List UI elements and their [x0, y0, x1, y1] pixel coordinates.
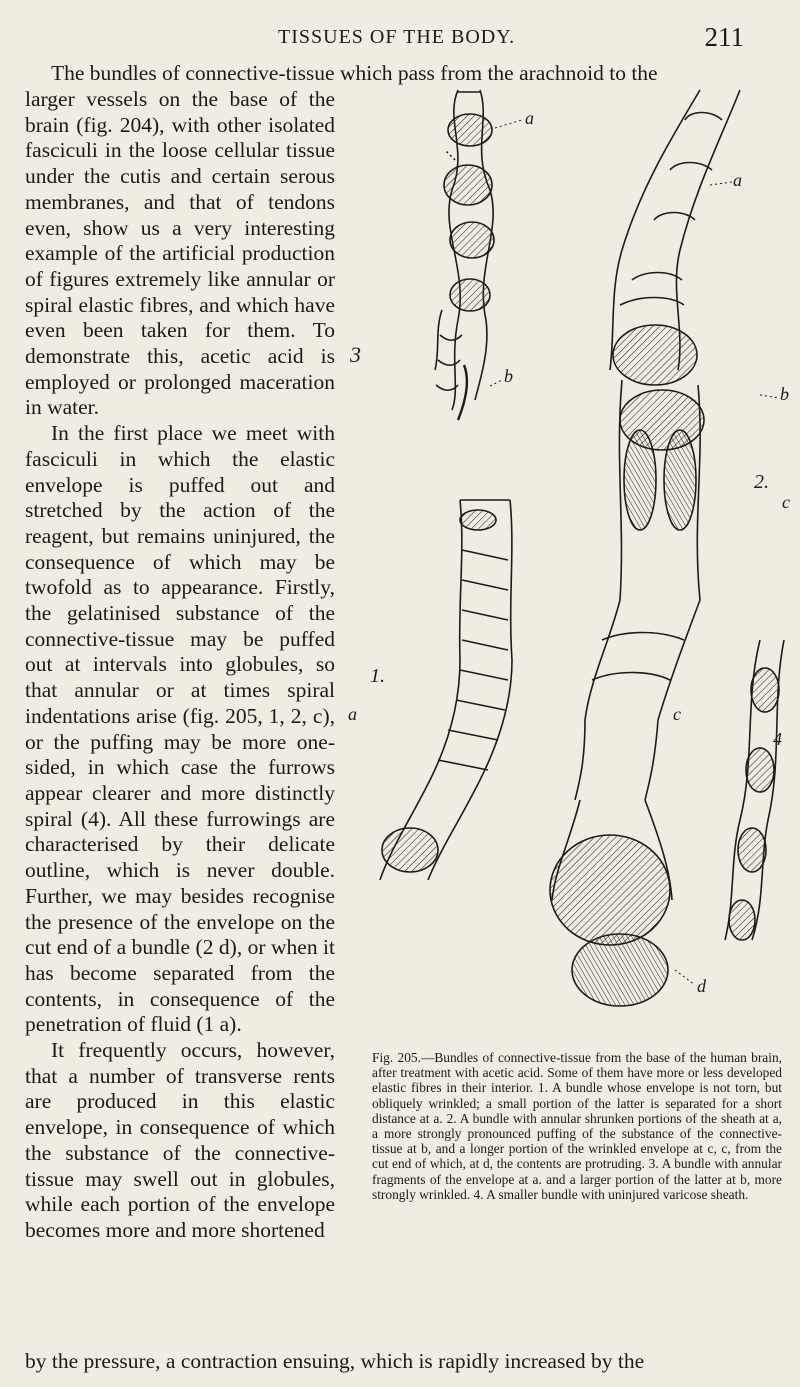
label-a-lower: a: [348, 704, 357, 724]
paragraph-3: It frequently occurs, however, that a number of transverse rents are produced in this elastic envelope, in consequence of which the substance of the connective-tissue may swell out in globules, while each portion of the envelope becomes more and more shortened: [25, 1038, 335, 1242]
figure-caption: Fig. 205.—Bundles of connective-tissue from the base of the human brain, after treatment with acetic acid. Some of them have more or less developed elastic fibres in their interior. 1. A bundle whose envelope is not torn, but obliquely wrinkled; a small portion of the latter is separated for a short distance at a. 2. A bundle with annular shrunken portions of the sheath at a, a more strongly pronounced puffing of the substance of the connective-tissue at b, and a longer portion of the wrinkled envelope at c, c, from the cut end of which, at d, the contents are protruding. 3. A bundle with annular fragments of the envelope at a. and a larger portion of the latter at b, more strongly wrinkled. 4. A smaller bundle with uninjured varicose sheath.: [372, 1050, 782, 1202]
label-a-top: a: [525, 108, 534, 128]
running-head: TISSUES OF THE BODY.: [278, 26, 516, 48]
label-c-right: c: [782, 492, 790, 512]
page-number: 211: [704, 22, 744, 52]
label-num-3: 3: [350, 342, 361, 367]
body-text-column: [25, 87, 335, 1244]
label-a-right: a: [733, 170, 742, 190]
paragraph-2: In the first place we meet with fasciculi in which the elastic envelope is puffed out and stretched by the action of the reagent, but remains uninjured, the consequence of which may be twofold as to appearance. Firstly, the gelatinised substance of the connective-tissue may be puffed out at intervals into globules, so that annular or at times spiral indentations arise (fig. 205, 1, 2, c), or the puffing may be more one-sided, in which case the furrows appear clearer and more distinctly spiral (4). All these furrowings are characterised by their delicate outline, which is never double. Further, we may besides recognise the presence of the envelope on the cut end of a bundle (2 d), or when it has become separated from the contents, in consequence of the penetration of fluid (1 a).: [25, 421, 335, 1037]
bundle-1: [380, 500, 512, 880]
page-header: [0, 12, 800, 52]
label-num-4: 4: [773, 729, 782, 749]
label-d: d: [697, 976, 706, 996]
bundle-2-cut-end: [550, 800, 672, 1006]
paragraph-1: larger vessels on the base of the brain (fig. 204), with other isolated fasciculi in the loose cellular tissue under the cutis and certain serous membranes, and that of tendons even, show us a very interesting example of the artificial production of figures extremely like annular or spiral elastic fibres, and which have even been taken for them. To demonstrate this, acetic acid is employed or prolonged maceration in water.: [25, 87, 335, 420]
bundle-2: [575, 90, 740, 800]
label-num-2: 2.: [754, 471, 769, 493]
label-c-lower: c: [673, 704, 681, 724]
bundle-4: [725, 640, 784, 940]
figure-205-illustration: [340, 80, 790, 1035]
bundle-3: [435, 90, 494, 420]
label-num-1: 1.: [370, 665, 385, 687]
label-b-right: b: [780, 384, 789, 404]
paragraph-1-first-line: The bundles of connective-tissue which pass from the arachnoid to the: [51, 61, 658, 85]
paragraph-3-continuation: by the pressure, a contraction ensuing, which is rapidly increased by the: [25, 1349, 645, 1373]
label-b-left: b: [504, 366, 513, 386]
